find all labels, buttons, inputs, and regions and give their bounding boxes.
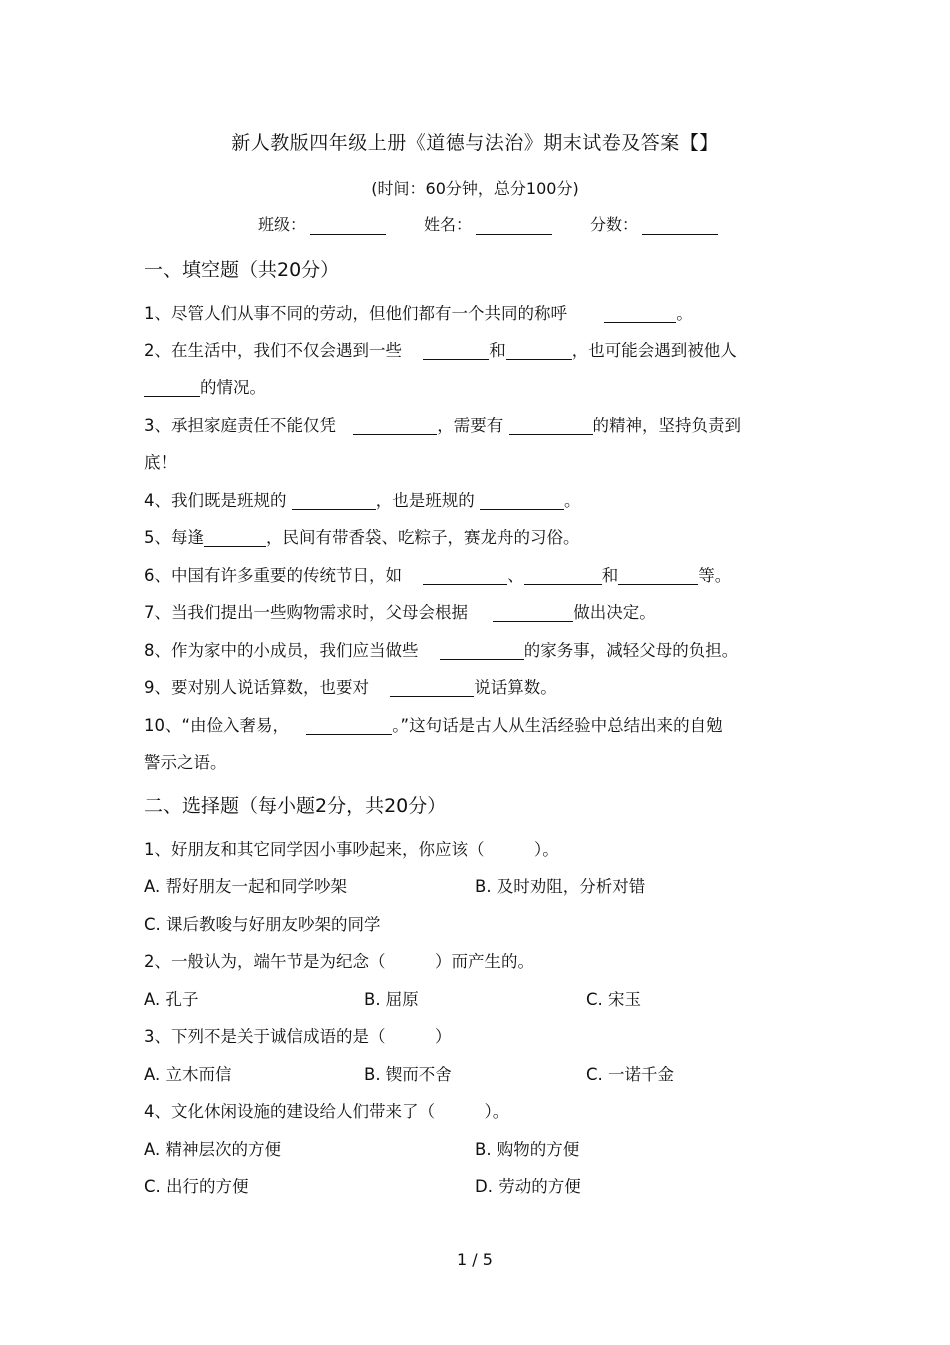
question-text: ，民间有带香袋、吃粽子，赛龙舟的习俗。 — [266, 528, 580, 547]
choice-4-option-b[interactable]: B. 购物的方便 — [475, 1140, 580, 1159]
answer-blank[interactable] — [493, 603, 573, 622]
answer-blank[interactable] — [524, 566, 602, 585]
question-text: 9、要对别人说话算数，也要对 — [144, 678, 369, 697]
choice-question-1: 1、好朋友和其它同学因小事吵起来，你应该（ ）。 — [144, 840, 559, 859]
score-field — [590, 212, 718, 235]
fill-question-5 — [144, 524, 580, 548]
choice-3-option-c[interactable]: C. 一诺千金 — [586, 1065, 675, 1084]
question-text: ，需要有 — [437, 416, 504, 435]
question-text: 等。 — [698, 566, 732, 585]
name-label: 姓名： — [424, 215, 473, 234]
answer-blank[interactable] — [480, 491, 564, 510]
section-fill-blank-heading: 一、填空题（共20分） — [144, 259, 340, 281]
fill-question-2 — [144, 337, 737, 361]
question-text: 。”这句话是古人从生活经验中总结出来的自勉 — [392, 716, 723, 735]
question-text: ，也是班规的 — [375, 491, 475, 510]
answer-blank[interactable] — [306, 716, 392, 735]
question-text: 7、当我们提出一些购物需求时，父母会根据 — [144, 603, 468, 622]
fill-question-3 — [144, 412, 741, 436]
answer-blank[interactable] — [353, 416, 437, 435]
choice-1-option-a[interactable]: A. 帮好朋友一起和同学吵架 — [144, 877, 347, 896]
question-text: 。 — [564, 491, 581, 510]
choice-4-option-a[interactable]: A. 精神层次的方便 — [144, 1140, 281, 1159]
answer-blank[interactable] — [390, 678, 474, 697]
question-text: 做出决定。 — [573, 603, 656, 622]
score-blank[interactable] — [642, 214, 718, 235]
answer-blank[interactable] — [509, 416, 593, 435]
answer-blank[interactable] — [144, 378, 200, 397]
fill-question-2-cont — [144, 374, 266, 398]
choice-2-option-a[interactable]: A. 孔子 — [144, 990, 199, 1009]
question-text: 8、作为家中的小成员，我们应当做些 — [144, 641, 419, 660]
fill-question-6 — [144, 562, 731, 586]
choice-1-option-b[interactable]: B. 及时劝阻，分析对错 — [475, 877, 646, 896]
fill-question-9 — [144, 674, 557, 698]
question-text: ，也可能会遇到被他人 — [571, 341, 737, 360]
class-label: 班级： — [258, 215, 307, 234]
name-blank[interactable] — [476, 214, 552, 235]
question-text: 的情况。 — [200, 378, 266, 397]
choice-question-3: 3、下列不是关于诚信成语的是（ ） — [144, 1027, 452, 1046]
fill-question-10-cont: 警示之语。 — [144, 753, 227, 772]
question-text: 说话算数。 — [474, 678, 557, 697]
question-text: 4、我们既是班规的 — [144, 491, 287, 510]
question-text: 10、“由俭入奢易， — [144, 716, 290, 735]
class-field — [258, 212, 386, 235]
page-number: 1 / 5 — [457, 1250, 493, 1269]
answer-blank[interactable] — [423, 341, 489, 360]
question-text: 5、每逢 — [144, 528, 204, 547]
fill-question-1 — [144, 300, 693, 324]
question-text: 2、在生活中，我们不仅会遇到一些 — [144, 341, 402, 360]
question-text: 3、承担家庭责任不能仅凭 — [144, 416, 336, 435]
fill-question-10 — [144, 712, 723, 736]
choice-2-option-b[interactable]: B. 屈原 — [364, 990, 419, 1009]
question-text: 的精神，坚持负责到 — [592, 416, 741, 435]
fill-question-3-cont: 底！ — [144, 453, 177, 472]
answer-blank[interactable] — [204, 528, 266, 547]
question-text: 和 — [601, 566, 619, 585]
choice-4-option-d[interactable]: D. 劳动的方便 — [475, 1177, 581, 1196]
answer-blank[interactable] — [618, 566, 698, 585]
question-text: 、 — [507, 566, 524, 585]
answer-blank[interactable] — [423, 566, 507, 585]
choice-4-option-c[interactable]: C. 出行的方便 — [144, 1177, 249, 1196]
answer-blank[interactable] — [506, 341, 572, 360]
fill-question-7 — [144, 599, 656, 623]
question-text: 和 — [489, 341, 506, 360]
question-text: 1、尽管人们从事不同的劳动，但他们都有一个共同的称呼 — [144, 304, 567, 323]
student-info-row — [258, 212, 758, 235]
answer-blank[interactable] — [440, 641, 524, 660]
choice-2-option-c[interactable]: C. 宋玉 — [586, 990, 642, 1009]
choice-question-2: 2、一般认为，端午节是为纪念（ ）而产生的。 — [144, 952, 534, 971]
fill-question-4 — [144, 487, 581, 511]
answer-blank[interactable] — [292, 491, 376, 510]
score-label: 分数： — [590, 215, 639, 234]
class-blank[interactable] — [310, 214, 386, 235]
fill-question-8 — [144, 637, 738, 661]
question-text: 。 — [676, 304, 693, 323]
exam-time-info: (时间：60分钟，总分100分) — [371, 179, 579, 198]
question-text: 的家务事，减轻父母的负担。 — [523, 641, 739, 660]
answer-blank[interactable] — [604, 304, 676, 323]
section-choice-heading: 二、选择题（每小题2分，共20分） — [144, 795, 447, 817]
question-text: 6、中国有许多重要的传统节日，如 — [144, 566, 402, 585]
choice-question-4: 4、文化休闲设施的建设给人们带来了（ ）。 — [144, 1102, 510, 1121]
choice-1-option-c[interactable]: C. 课后教唆与好朋友吵架的同学 — [144, 915, 381, 934]
choice-3-option-b[interactable]: B. 锲而不舍 — [364, 1065, 452, 1084]
page-title: 新人教版四年级上册《道德与法治》期末试卷及答案【】 — [231, 132, 719, 154]
choice-3-option-a[interactable]: A. 立木而信 — [144, 1065, 232, 1084]
name-field — [424, 212, 552, 235]
